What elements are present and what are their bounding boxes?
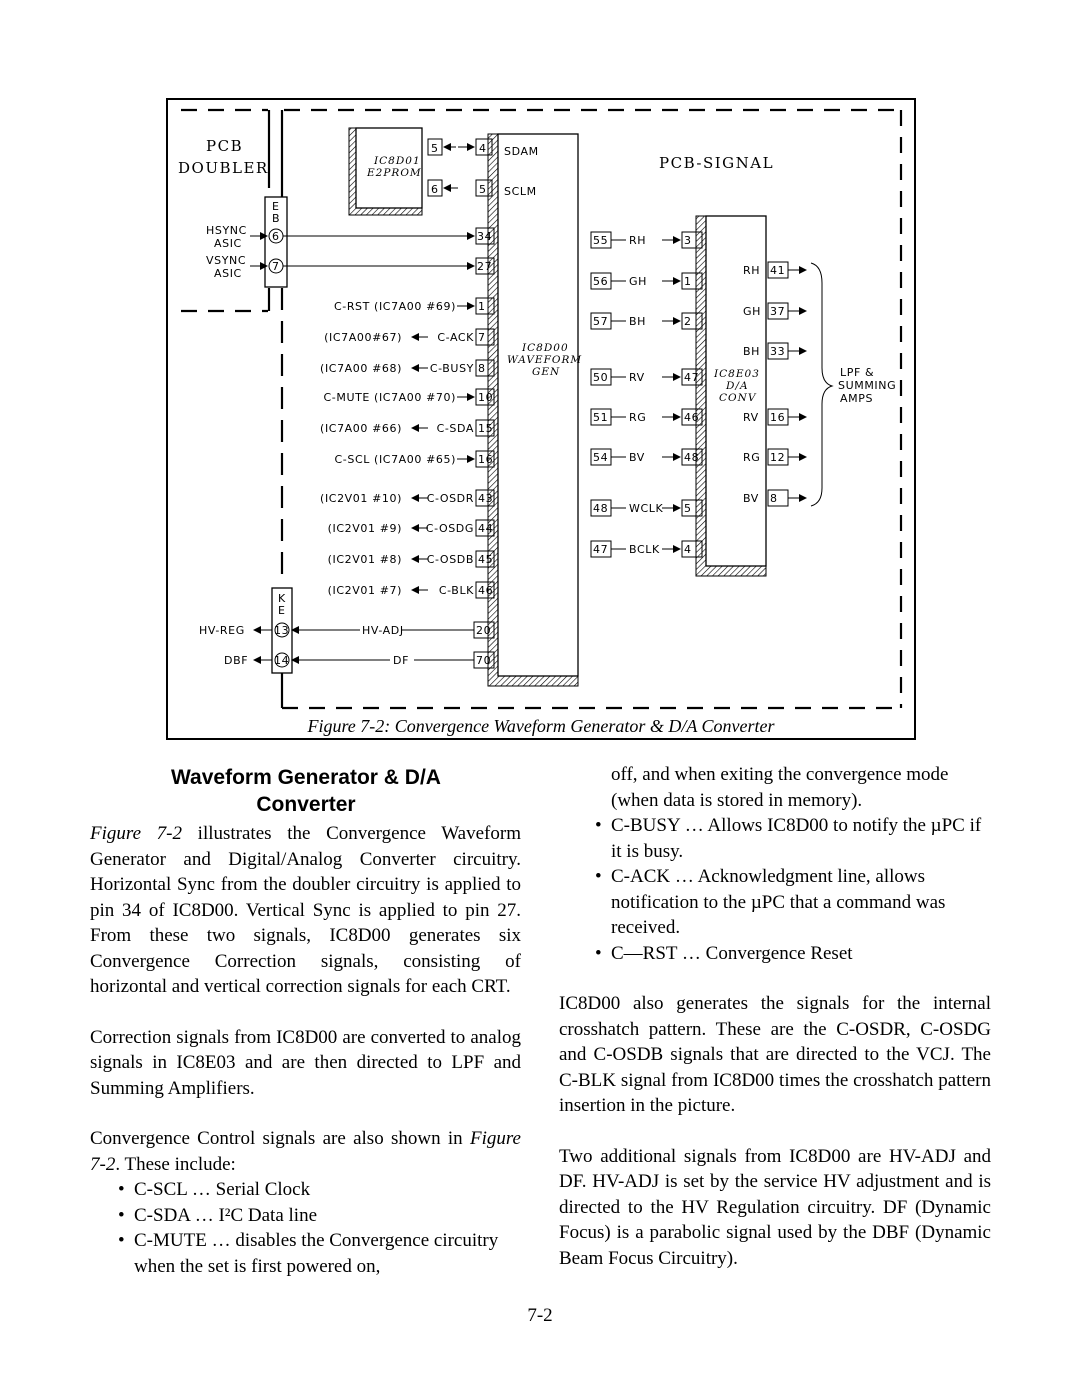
figure-reference[interactable]: Figure 7-2 xyxy=(90,1128,521,1175)
control-signal-source: (IC2V01 #7) xyxy=(327,584,402,597)
eeprom-bus-arrows xyxy=(444,147,474,188)
da-link-name: RH xyxy=(629,234,647,247)
da-in-pin: 47 xyxy=(684,371,700,384)
control-signal-name: C-BUSY xyxy=(429,362,474,375)
da-title-name: IC8E03 xyxy=(714,368,760,380)
control-signal-source: (IC2V01 #9) xyxy=(327,522,402,535)
da-out-pin: 12 xyxy=(770,451,786,464)
gen-pin-70: 70 xyxy=(476,654,492,667)
eeprom-type: E2PROM xyxy=(367,167,422,179)
left-column xyxy=(90,821,521,1279)
da-out-pin: 33 xyxy=(770,345,786,358)
da-link-name: RG xyxy=(629,411,647,424)
gen-pin-46: 46 xyxy=(478,584,494,597)
da-out-name: GH xyxy=(743,305,761,318)
control-signal-label: C-RST (IC7A00 #69) xyxy=(333,300,456,313)
hsync-source: ASIC xyxy=(214,237,242,250)
list-item: • C—RST … Convergence Reset xyxy=(595,942,853,964)
da-title-role: D/A xyxy=(726,380,749,392)
gen-pin-7: 7 xyxy=(478,331,486,344)
gen-pin-8: 8 xyxy=(478,362,486,375)
bullet-continuation: off, and when exiting the convergence mode (when data is stored in memory). xyxy=(611,764,949,811)
vsync-label: VSYNC xyxy=(206,254,247,267)
gen-pin-45: 45 xyxy=(478,553,494,566)
da-link-name: BH xyxy=(629,315,647,328)
gen-pin-sclm: 5 xyxy=(479,183,487,196)
eeprom-name: IC8D01 xyxy=(374,155,421,167)
da-out-name: BH xyxy=(743,345,761,358)
lpf-label-3: AMPS xyxy=(840,392,874,405)
control-signal-source: (IC7A00 #66) xyxy=(320,422,402,435)
da-out-name: RH xyxy=(743,264,761,277)
da-title-suffix: CONV xyxy=(719,392,757,404)
gen-pin-34: 34 xyxy=(477,230,493,243)
control-signal-name: C-OSDR xyxy=(426,492,474,505)
section-heading-line-2: Converter xyxy=(256,793,356,816)
connector-eb-pin-7: 7 xyxy=(272,260,280,273)
da-in-pin: 48 xyxy=(684,451,700,464)
paragraph-hv-adj: Two additional signals from IC8D00 are HV-ADJ and DF. HV-ADJ is set by the service HV adjustment and is directed to the HV Regulation circuitry. DF (Dynamic Focus) is a parabolic signal used by the DBF (Dynamic Beam Focus Circuitry). xyxy=(559,1145,991,1269)
pin-label-sdam: SDAM xyxy=(504,145,539,158)
gen-pin-16: 16 xyxy=(478,453,494,466)
waveform-generator-chip xyxy=(488,134,578,686)
gen-pin-43: 43 xyxy=(478,492,494,505)
convergence-schematic-figure xyxy=(166,98,916,740)
gen-out-pin: 55 xyxy=(593,234,609,247)
da-out-name: BV xyxy=(743,492,759,505)
da-link-name: BCLK xyxy=(629,543,660,556)
lpf-brace xyxy=(811,263,832,506)
da-out-name: RG xyxy=(743,451,761,464)
da-link-name: BV xyxy=(629,451,645,464)
list-item: • C-MUTE … disables the Convergence circuitry when the set is first powered on, xyxy=(118,1230,499,1277)
control-signal-label: C-MUTE (IC7A00 #70) xyxy=(323,391,456,404)
gen-title-name: IC8D00 xyxy=(522,342,569,354)
connector-ke-pin-14: 14 xyxy=(274,654,290,667)
gen-title-role: WAVEFORM xyxy=(507,354,583,366)
da-in-pin: 3 xyxy=(684,234,692,247)
gen-pin-20: 20 xyxy=(476,624,492,637)
eeprom-pin-sda: 5 xyxy=(431,142,439,155)
bullet-text: C—RST … Convergence Reset xyxy=(611,942,853,964)
connector-ke-letter-e: E xyxy=(278,604,286,617)
hv-reg-label: HV-REG xyxy=(199,624,245,637)
paragraph-crosshatch: IC8D00 also generates the signals for the internal crosshatch pattern. These are the C-OSDR, C-OSDG and C-OSDB signals that are directed to the VCJ. The C-BLK signal from IC8D00 times the crosshatch pattern insertion in the picture. xyxy=(559,993,991,1116)
control-signal-name: C-SDA xyxy=(436,422,474,435)
gen-out-pin: 54 xyxy=(593,451,609,464)
da-link-name: GH xyxy=(629,275,647,288)
figure-reference[interactable]: Figure 7-2 xyxy=(90,823,182,844)
figure-caption: Figure 7-2: Convergence Waveform Generator & D/A Converter xyxy=(307,716,775,736)
dbf-label: DBF xyxy=(224,654,249,667)
control-signal-name: C-BLK xyxy=(438,584,474,597)
control-signal-name: C-OSDG xyxy=(425,522,474,535)
connector-ke-pin-13: 13 xyxy=(274,624,290,637)
da-out-pin: 41 xyxy=(770,264,786,277)
pin-label-sclm: SCLM xyxy=(504,185,537,198)
gen-pin-44: 44 xyxy=(478,522,494,535)
gen-out-pin: 57 xyxy=(593,315,609,328)
gen-out-pin: 48 xyxy=(593,502,609,515)
paragraph-control-tail: . These include: xyxy=(115,1153,236,1175)
lpf-label-2: SUMMING xyxy=(838,379,897,392)
da-link-group xyxy=(591,232,702,557)
page-number: 7-2 xyxy=(527,1305,553,1326)
right-column xyxy=(559,762,991,1271)
paragraph-control-text: Convergence Control signals are also shown in xyxy=(90,1128,470,1149)
gen-out-pin: 56 xyxy=(593,275,609,288)
control-signal-group xyxy=(320,298,494,598)
gen-out-pin: 50 xyxy=(593,371,609,384)
gen-pin-sdam: 4 xyxy=(479,142,487,155)
da-in-pin: 1 xyxy=(684,275,692,288)
bullet-text: C-ACK … Acknowledgment line, allows notification to the µPC that a command was received. xyxy=(611,866,946,938)
da-link-name: WCLK xyxy=(629,502,664,515)
list-item: • C-ACK … Acknowledgment line, allows notification to the µPC that a command was received. xyxy=(595,866,946,938)
gen-title-suffix: GEN xyxy=(532,366,561,378)
da-link-name: RV xyxy=(629,371,645,384)
da-in-pin: 4 xyxy=(684,543,692,556)
connector-eb-letter-b: B xyxy=(272,212,281,225)
bullet-text: C-BUSY … Allows IC8D00 to notify the µPC if it is busy. xyxy=(611,815,982,862)
connector-eb-letter-e: E xyxy=(272,200,280,213)
hv-adj-label: HV-ADJ xyxy=(362,624,404,637)
da-in-pin: 5 xyxy=(684,502,692,515)
list-item: • C-SDA … I²C Data line xyxy=(118,1204,318,1226)
paragraph-intro xyxy=(90,821,521,1000)
da-in-pin: 46 xyxy=(684,411,700,424)
pcb-doubler-label-2: DOUBLER xyxy=(178,159,269,177)
da-out-pin: 16 xyxy=(770,411,786,424)
section-heading-line-1: Waveform Generator & D/A xyxy=(171,766,441,789)
paragraph-intro-text: illustrates the Convergence Waveform Generator and Digital/Analog Converter circuitry. Horizontal Sync from the doubler circuitry is applied to pin 34 of IC8D00. Vertical Sync is applied to pin 27. From these two signals, IC8D00 generates six Convergence Correction signals, consisting of horizontal and vertical correction signals for each CRT. xyxy=(90,823,521,997)
control-signal-source: (IC7A00#67) xyxy=(324,331,402,344)
bullet-text: C-SCL … Serial Clock xyxy=(134,1179,311,1200)
bullet-text: C-SDA … I²C Data line xyxy=(134,1204,318,1226)
da-out-pin: 37 xyxy=(770,305,786,318)
control-signal-source: (IC2V01 #10) xyxy=(320,492,402,505)
vsync-source: ASIC xyxy=(214,267,242,280)
gen-pin-10: 10 xyxy=(478,391,494,404)
gen-pin-1: 1 xyxy=(478,300,486,313)
control-signal-source: (IC2V01 #8) xyxy=(327,553,402,566)
control-signal-source: (IC7A00 #68) xyxy=(320,362,402,375)
df-label: DF xyxy=(393,654,409,667)
control-signal-name: C-OSDB xyxy=(426,553,474,566)
control-signal-label: C-SCL (IC7A00 #65) xyxy=(334,453,456,466)
da-out-pin: 8 xyxy=(770,492,778,505)
gen-pin-15: 15 xyxy=(478,422,494,435)
pcb-doubler-label-1: PCB xyxy=(206,137,244,155)
da-in-pin: 2 xyxy=(684,315,692,328)
section-heading xyxy=(90,764,522,818)
list-item: • C-SCL … Serial Clock xyxy=(118,1179,311,1200)
lpf-label-1: LPF & xyxy=(840,366,875,379)
gen-out-pin: 47 xyxy=(593,543,609,556)
gen-pin-27: 27 xyxy=(477,260,493,273)
bullet-text: C-MUTE … disables the Convergence circuitry when the set is first powered on, xyxy=(134,1230,499,1277)
eeprom-pin-scl: 6 xyxy=(431,183,439,196)
hsync-label: HSYNC xyxy=(206,224,247,237)
pcb-signal-label: PCB-SIGNAL xyxy=(659,154,775,172)
gen-out-pin: 51 xyxy=(593,411,609,424)
control-signal-name: C-ACK xyxy=(437,331,474,344)
da-out-name: RV xyxy=(743,411,759,424)
paragraph-control xyxy=(90,1126,521,1177)
connector-eb-pin-6: 6 xyxy=(272,230,280,243)
connector-ke-letter-k: K xyxy=(278,592,286,605)
list-item: • C-BUSY … Allows IC8D00 to notify the µPC if it is busy. xyxy=(595,815,982,862)
paragraph-correction: Correction signals from IC8D00 are converted to analog signals in IC8E03 and are then directed to LPF and Summing Amplifiers. xyxy=(90,1026,521,1099)
